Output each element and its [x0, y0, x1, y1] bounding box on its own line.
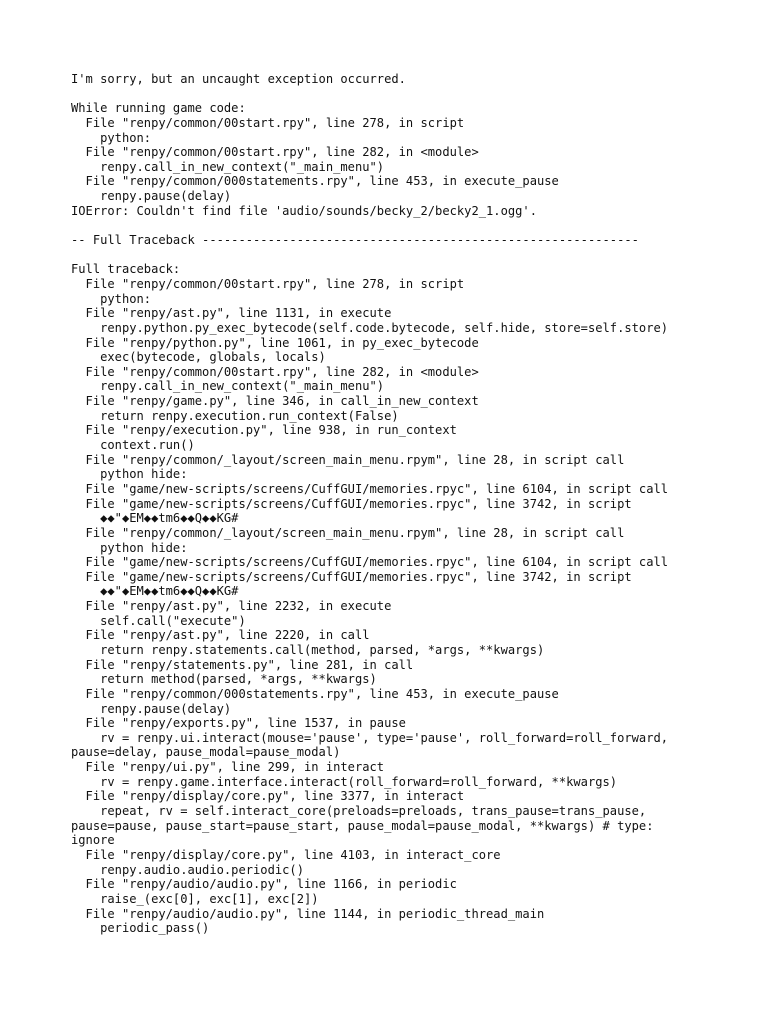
traceback-line: python: [71, 130, 152, 145]
traceback-line: renpy.python.py_exec_bytecode(self.code.bytecode, self.hide, store=self.store) [71, 320, 669, 335]
traceback-file-line: File "renpy/common/00start.rpy", line 282, in <module> [71, 364, 479, 379]
blank-line [71, 87, 761, 102]
traceback-line: return method(parsed, *args, **kwargs) [71, 672, 377, 687]
traceback-file-line: File "renpy/common/00start.rpy", line 282, in <module> [71, 145, 479, 160]
traceback-line: ◆◆"◆EM◆◆tm6◆◆Q◆◆KG# [71, 584, 239, 599]
traceback-line: python: [71, 291, 152, 306]
error-heading: I'm sorry, but an uncaught exception occurred. [71, 72, 406, 86]
traceback-line: ◆◆"◆EM◆◆tm6◆◆Q◆◆KG# [71, 511, 239, 526]
traceback-line: renpy.audio.audio.periodic() [71, 862, 304, 877]
traceback-file-line: File "renpy/common/00start.rpy", line 278, in script [71, 276, 465, 291]
traceback-file-line: File "renpy/common/00start.rpy", line 278, in script [71, 115, 465, 130]
traceback-file-line: File "renpy/exports.py", line 1537, in pause [71, 716, 406, 731]
traceback-file-line: File "renpy/game.py", line 346, in call_in_new_context [71, 394, 479, 409]
traceback-line: pause=pause, pause_start=pause_start, pause_modal=pause_modal, **kwargs) # type: [71, 818, 654, 833]
traceback-file-line: File "game/new-scripts/screens/CuffGUI/memories.rpyc", line 6104, in script call [71, 481, 669, 496]
traceback-file-line: File "renpy/python.py", line 1061, in py_exec_bytecode [71, 335, 479, 350]
traceback-file-line: File "renpy/execution.py", line 938, in run_context [71, 423, 457, 438]
traceback-line: rv = renpy.ui.interact(mouse='pause', type='pause', roll_forward=roll_forward, [71, 730, 669, 745]
traceback-line: renpy.pause(delay) [71, 189, 232, 204]
traceback-section-heading: While running game code: [71, 101, 246, 116]
traceback-file-line: File "game/new-scripts/screens/CuffGUI/memories.rpyc", line 3742, in script [71, 496, 632, 511]
traceback-file-line: File "renpy/audio/audio.py", line 1166, in periodic [71, 877, 457, 892]
traceback-line: return renpy.execution.run_context(False) [71, 408, 399, 423]
traceback-file-line: File "game/new-scripts/screens/CuffGUI/memories.rpyc", line 6104, in script call [71, 555, 669, 570]
traceback-text [71, 72, 761, 936]
traceback-file-line: File "renpy/ast.py", line 2220, in call [71, 628, 370, 643]
traceback-line: renpy.call_in_new_context("_main_menu") [71, 379, 385, 394]
traceback-line: self.call("execute") [71, 613, 246, 628]
traceback-file-line: File "renpy/ast.py", line 1131, in execute [71, 306, 392, 321]
traceback-file-line: File "renpy/ui.py", line 299, in interact [71, 760, 385, 775]
traceback-section-heading: Full traceback: [71, 262, 181, 277]
traceback-line: exec(bytecode, globals, locals) [71, 350, 326, 365]
full-traceback-divider: -- Full Traceback ------------------------------------------------------------ [71, 233, 639, 248]
traceback-line: context.run() [71, 438, 195, 453]
traceback-line: renpy.pause(delay) [71, 701, 232, 716]
traceback-line: periodic_pass() [71, 921, 210, 936]
traceback-line: pause=delay, pause_modal=pause_modal) [71, 745, 341, 760]
traceback-file-line: File "renpy/common/_layout/screen_main_menu.rpym", line 28, in script call [71, 525, 625, 540]
blank-line [71, 218, 761, 233]
traceback-line: python hide: [71, 540, 188, 555]
traceback-file-line: File "game/new-scripts/screens/CuffGUI/memories.rpyc", line 3742, in script [71, 569, 632, 584]
traceback-line: rv = renpy.game.interface.interact(roll_forward=roll_forward, **kwargs) [71, 774, 618, 789]
traceback-file-line: File "renpy/display/core.py", line 4103, in interact_core [71, 847, 501, 862]
traceback-file-line: File "renpy/common/_layout/screen_main_menu.rpym", line 28, in script call [71, 452, 625, 467]
blank-line [71, 248, 761, 263]
traceback-line: ignore [71, 833, 115, 848]
traceback-file-line: File "renpy/ast.py", line 2232, in execute [71, 599, 392, 614]
traceback-line: return renpy.statements.call(method, parsed, *args, **kwargs) [71, 642, 545, 657]
traceback-line: python hide: [71, 467, 188, 482]
traceback-file-line: File "renpy/display/core.py", line 3377, in interact [71, 789, 465, 804]
traceback-line: renpy.call_in_new_context("_main_menu") [71, 159, 385, 174]
traceback-line: repeat, rv = self.interact_core(preloads=preloads, trans_pause=trans_pause, [71, 804, 647, 819]
traceback-line: raise_(exc[0], exc[1], exc[2]) [71, 891, 319, 906]
traceback-file-line: File "renpy/audio/audio.py", line 1144, in periodic_thread_main [71, 906, 545, 921]
error-message: IOError: Couldn't find file 'audio/sounds/becky_2/becky2_1.ogg'. [71, 203, 537, 218]
traceback-file-line: File "renpy/common/000statements.rpy", line 453, in execute_pause [71, 174, 559, 189]
traceback-file-line: File "renpy/statements.py", line 281, in call [71, 657, 414, 672]
traceback-file-line: File "renpy/common/000statements.rpy", line 453, in execute_pause [71, 686, 559, 701]
